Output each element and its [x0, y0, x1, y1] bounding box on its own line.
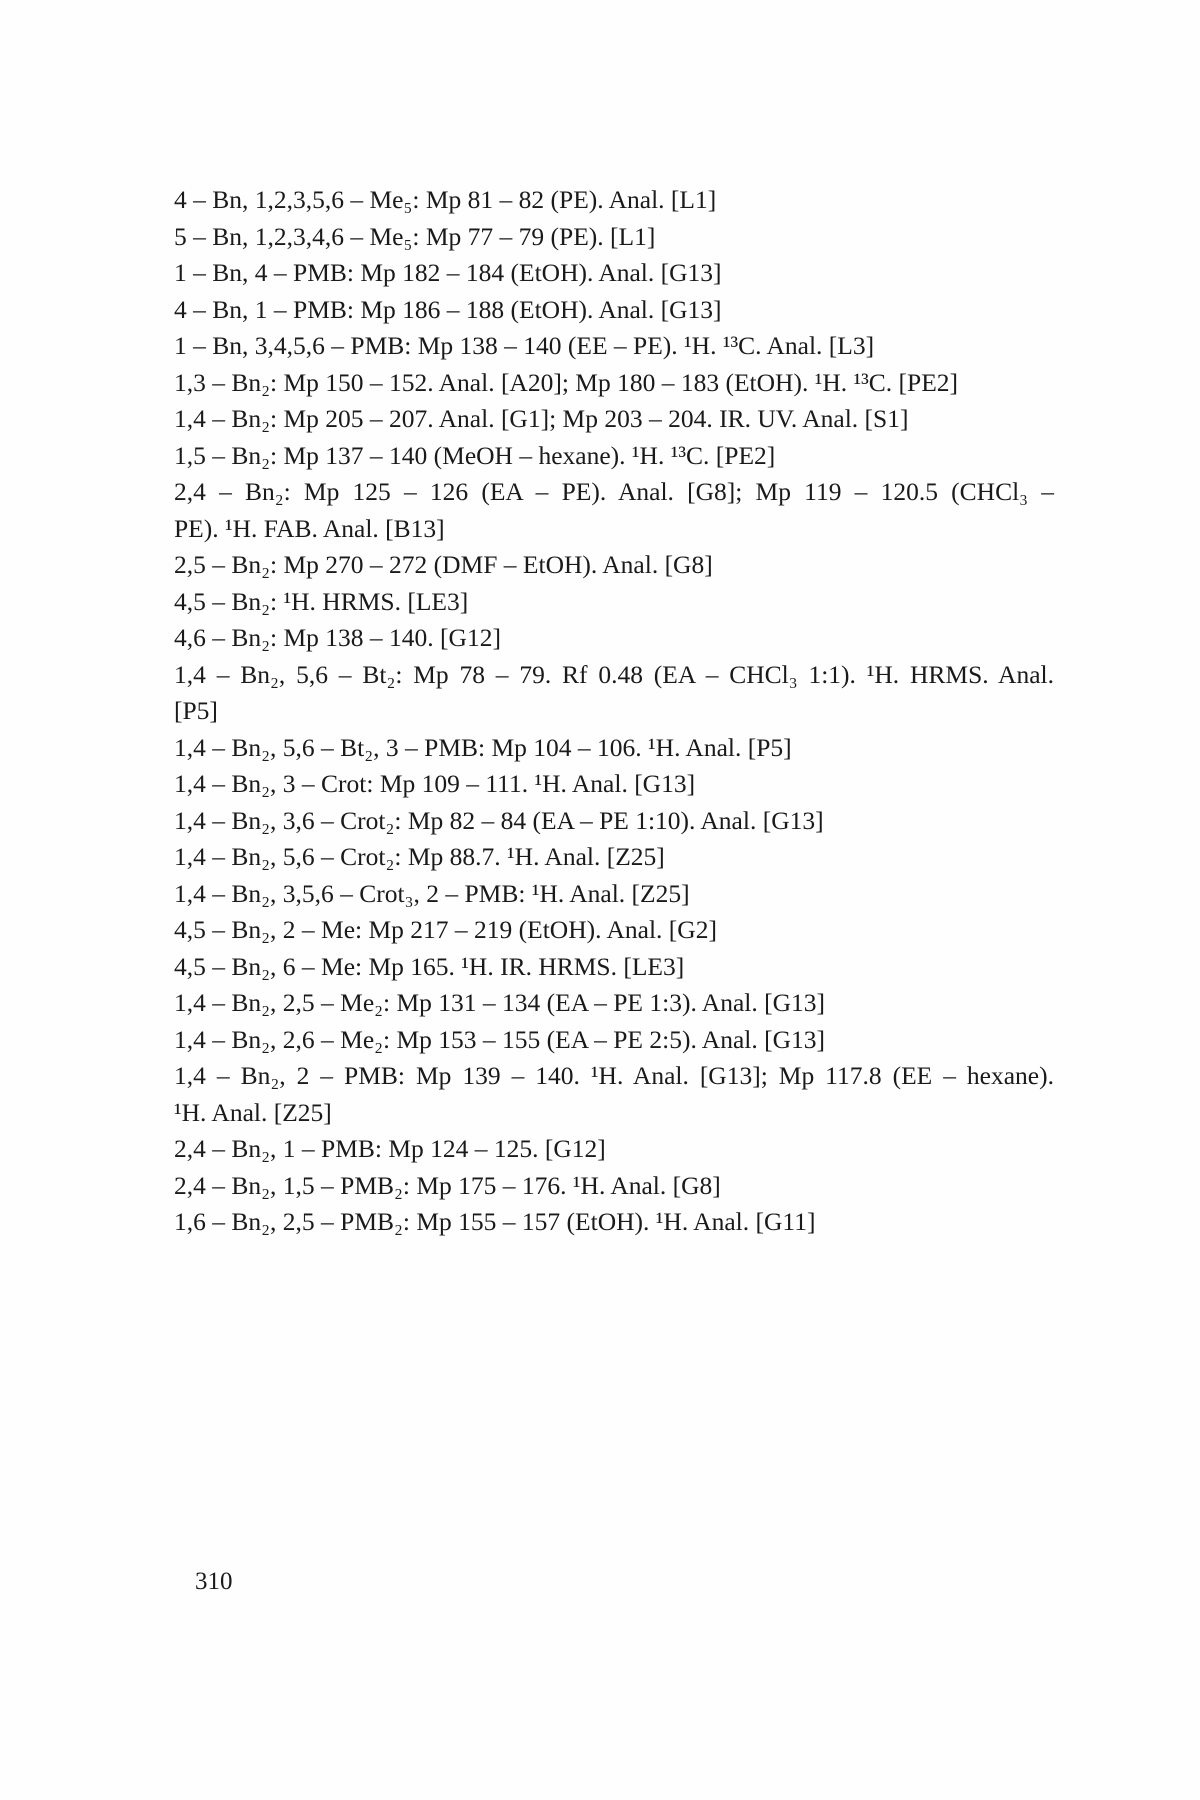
- text-line: ¹H. Anal. [Z25]: [174, 1097, 332, 1127]
- text-line: 1,4 – Bn₂, 3,6 – Crot₂: Mp 82 – 84 (EA – PE 1:10). Anal. [G13]: [174, 805, 824, 835]
- text-line: 2,4 – Bn₂: Mp 125 – 126 (EA – PE). Anal. [G8]; Mp 119 – 120.5 (CHCl₃ –: [174, 477, 1054, 506]
- document-body: [174, 182, 1074, 1241]
- text-line: 1,3 – Bn₂: Mp 150 – 152. Anal. [A20]; Mp 180 – 183 (EtOH). ¹H. ¹³C. [PE2]: [174, 367, 959, 397]
- text-line: 1,4 – Bn₂, 3,5,6 – Crot₃, 2 – PMB: ¹H. Anal. [Z25]: [174, 878, 690, 908]
- text-line: 4,5 – Bn₂: ¹H. HRMS. [LE3]: [174, 586, 469, 616]
- text-line: 1,4 – Bn₂: Mp 205 – 207. Anal. [G1]; Mp 203 – 204. IR. UV. Anal. [S1]: [174, 404, 909, 433]
- text-line: 1,6 – Bn₂, 2,5 – PMB₂: Mp 155 – 157 (EtOH). ¹H. Anal. [G11]: [174, 1207, 816, 1236]
- text-line: 5 – Bn, 1,2,3,4,6 – Me₅: Mp 77 – 79 (PE). [L1]: [174, 221, 656, 251]
- text-line: 4,5 – Bn₂, 6 – Me: Mp 165. ¹H. IR. HRMS. [LE3]: [174, 951, 685, 981]
- text-line: [P5]: [174, 696, 218, 725]
- text-line: PE). ¹H. FAB. Anal. [B13]: [174, 513, 445, 543]
- text-line: 1,4 – Bn₂, 2,5 – Me₂: Mp 131 – 134 (EA – PE 1:3). Anal. [G13]: [174, 988, 826, 1017]
- text-line: 2,4 – Bn₂, 1,5 – PMB₂: Mp 175 – 176. ¹H. Anal. [G8]: [174, 1170, 721, 1200]
- text-line: 1 – Bn, 3,4,5,6 – PMB: Mp 138 – 140 (EE – PE). ¹H. ¹³C. Anal. [L3]: [174, 331, 875, 360]
- text-line: 1,4 – Bn₂, 2 – PMB: Mp 139 – 140. ¹H. Anal. [G13]; Mp 117.8 (EE – hexane).: [174, 1061, 1054, 1090]
- text-line: 1,4 – Bn₂, 3 – Crot: Mp 109 – 111. ¹H. Anal. [G13]: [174, 769, 696, 798]
- text-line: 4,6 – Bn₂: Mp 138 – 140. [G12]: [174, 623, 501, 652]
- text-line: 4,5 – Bn₂, 2 – Me: Mp 217 – 219 (EtOH). Anal. [G2]: [174, 915, 717, 944]
- text-line: 4 – Bn, 1 – PMB: Mp 186 – 188 (EtOH). Anal. [G13]: [174, 294, 722, 324]
- text-line: 2,5 – Bn₂: Mp 270 – 272 (DMF – EtOH). Anal. [G8]: [174, 550, 713, 579]
- text-line: 1,4 – Bn₂, 5,6 – Crot₂: Mp 88.7. ¹H. Anal. [Z25]: [174, 842, 665, 871]
- text-line: 1,4 – Bn₂, 2,6 – Me₂: Mp 153 – 155 (EA – PE 2:5). Anal. [G13]: [174, 1024, 826, 1054]
- text-line: 1,4 – Bn₂, 5,6 – Bt₂: Mp 78 – 79. Rf 0.48 (EA – CHCl₃ 1:1). ¹H. HRMS. Anal.: [174, 659, 1054, 689]
- page-number: 310: [195, 1568, 233, 1595]
- text-line: 2,4 – Bn₂, 1 – PMB: Mp 124 – 125. [G12]: [174, 1134, 606, 1163]
- text-line: 1,5 – Bn₂: Mp 137 – 140 (MeOH – hexane). ¹H. ¹³C. [PE2]: [174, 440, 776, 470]
- text-line: 1,4 – Bn₂, 5,6 – Bt₂, 3 – PMB: Mp 104 – 106. ¹H. Anal. [P5]: [174, 732, 792, 762]
- text-line: 4 – Bn, 1,2,3,5,6 – Me₅: Mp 81 – 82 (PE). Anal. [L1]: [174, 185, 717, 214]
- text-line: 1 – Bn, 4 – PMB: Mp 182 – 184 (EtOH). Anal. [G13]: [174, 258, 722, 287]
